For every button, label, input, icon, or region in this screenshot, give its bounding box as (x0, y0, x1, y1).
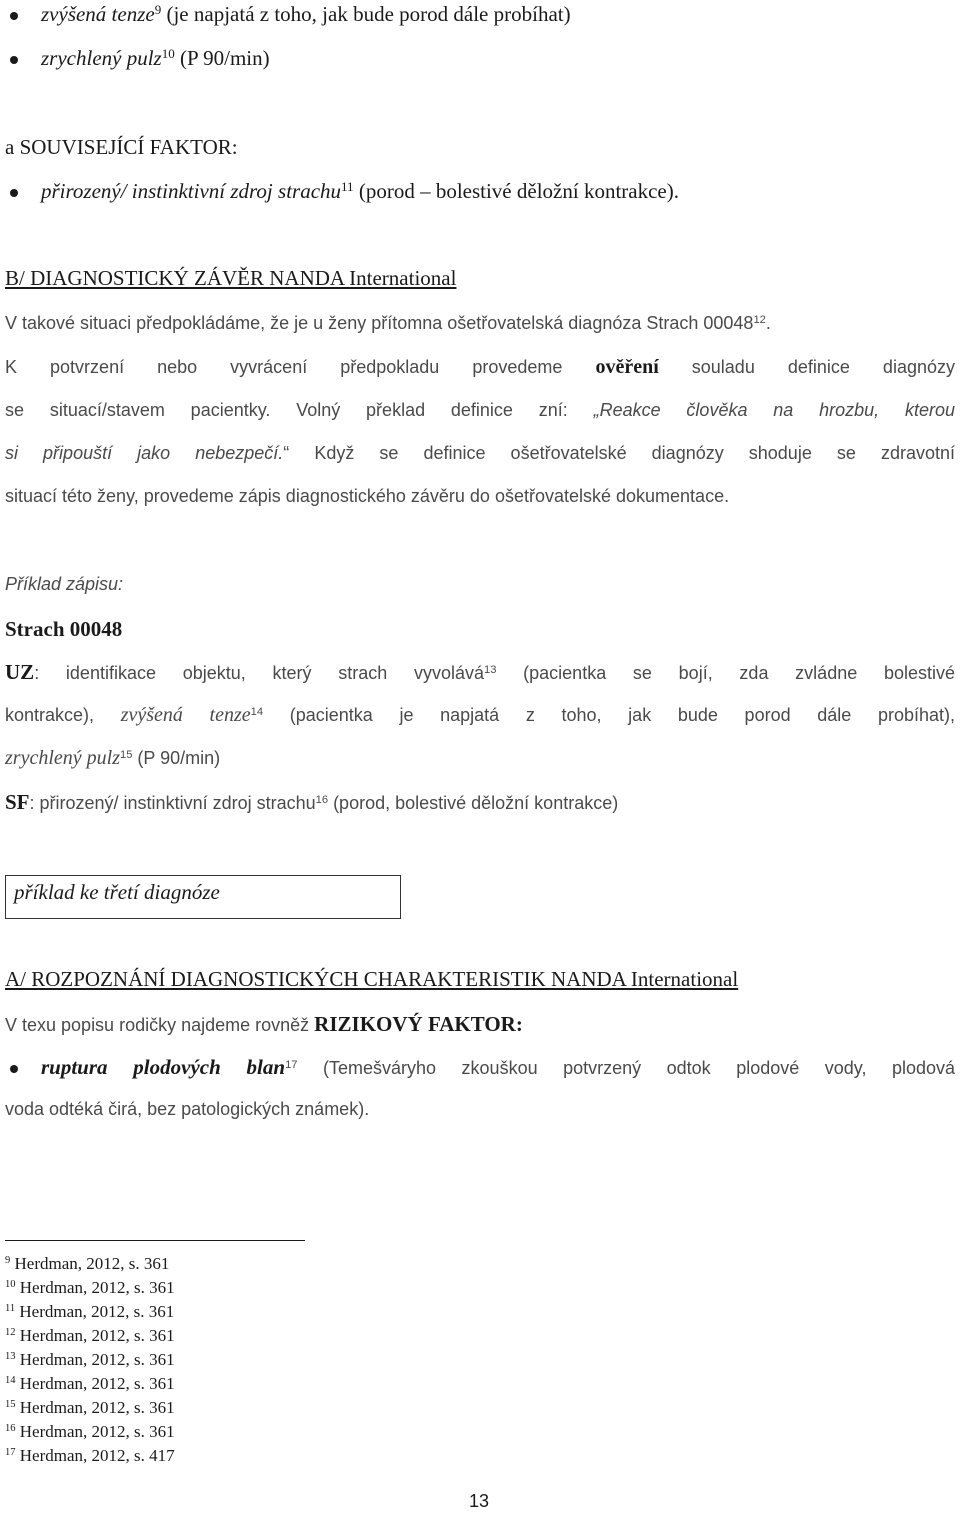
example-label: Příklad zápisu: (5, 574, 124, 594)
page-number: 13 (469, 1491, 490, 1511)
related-factor-item: přirozený/ instinktivní zdroj strachu$^{11}$ (porod – bolestivé děložní kontrakce). (41, 178, 679, 203)
section-b-line-3: se situací/stavem pacientky. Volný překlad definice zní: „Reakce člověka na hrozbu, kterou (5, 400, 955, 420)
section-a-intro: V texu popisu rodičky najdeme rovněž RIZIKOVÝ FAKTOR: (5, 1012, 523, 1036)
uz-line-1: UZ: identifikace objektu, který strach vyvolává$^{13}$ (pacientka se bojí, zda zvládne bolestivé (5, 660, 955, 684)
uz-line-3: zrychlený pulz$^{15}$ (P 90/min) (5, 747, 221, 769)
bullet-icon (10, 12, 18, 20)
related-factor-heading: a SOUVISEJÍCÍ FAKTOR: (5, 135, 238, 159)
footnote: $^{15}$ Herdman, 2012, s. 361 (5, 1398, 175, 1417)
section-b-line-4: si připouští jako nebezpečí.“ Když se definice ošetřovatelské diagnózy shoduje se zdravotní (5, 443, 955, 463)
bullet-icon (10, 1065, 18, 1073)
bullet-icon (10, 189, 18, 197)
footnote: $^{11}$ Herdman, 2012, s. 361 (5, 1302, 175, 1321)
uz-line-2: kontrakce), zvýšená tenze$^{14}$ (pacientka je napjatá z toho, jak bude porod dále probíhat), (5, 704, 955, 726)
list-item: zvýšená tenze$^9$ (je napjatá z toho, jak bude porod dále probíhat) (41, 1, 571, 26)
risk-factor-item-continuation: voda odtéká čirá, bez patologických známek). (5, 1099, 370, 1119)
section-b-line-1: V takové situaci předpokládáme, že je u ženy přítomna ošetřovatelská diagnóza Strach 00048$^{12}$. (5, 313, 771, 333)
footnote: $^{14}$ Herdman, 2012, s. 361 (5, 1374, 175, 1393)
footnote: $^9$ Herdman, 2012, s. 361 (5, 1254, 170, 1273)
list-item: zrychlený pulz$^{10}$ (P 90/min) (41, 45, 270, 70)
risk-factor-item: ruptura plodových blan$^{17}$ (Temešváryho zkouškou potvrzený odtok plodové vody, plodová (41, 1055, 956, 1079)
section-b-line-2: K potvrzení nebo vyvrácení předpokladu provedeme ověření souladu definice diagnózy (5, 356, 955, 378)
footnote: $^{16}$ Herdman, 2012, s. 361 (5, 1422, 175, 1441)
footnote: $^{12}$ Herdman, 2012, s. 361 (5, 1326, 175, 1345)
sf-line: SF: přirozený/ instinktivní zdroj strachu$^{16}$ (porod, bolestivé děložní kontrakce) (5, 790, 619, 814)
third-diagnosis-label: příklad ke třetí diagnóze (14, 880, 220, 904)
section-b-line-5: situací této ženy, provedeme zápis diagnostického závěru do ošetřovatelské dokumentace. (5, 486, 730, 506)
footnote: $^{17}$ Herdman, 2012, s. 417 (5, 1446, 175, 1465)
footnote-separator (5, 1240, 305, 1241)
footnote: $^{13}$ Herdman, 2012, s. 361 (5, 1350, 175, 1369)
bullet-icon (10, 56, 18, 64)
diagnosis-title: Strach 00048 (5, 617, 123, 641)
section-b-heading: B/ DIAGNOSTICKÝ ZÁVĚR NANDA International (5, 266, 457, 290)
footnote: $^{10}$ Herdman, 2012, s. 361 (5, 1278, 175, 1297)
section-a-heading: A/ ROZPOZNÁNÍ DIAGNOSTICKÝCH CHARAKTERISTIK NANDA International (5, 967, 739, 991)
